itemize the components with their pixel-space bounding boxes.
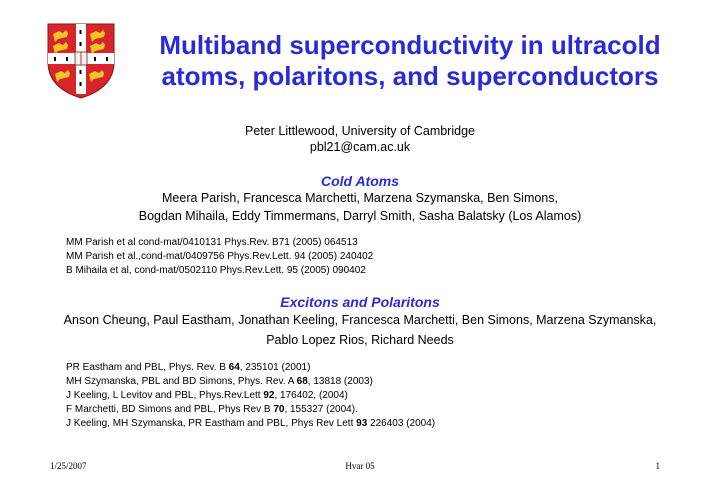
slide-title: Multiband superconductivity in ultracold atoms, polaritons, and superconductors bbox=[159, 30, 661, 91]
cold-atoms-names-line: Bogdan Mihaila, Eddy Timmermans, Darryl Smith, Sasha Balatsky (Los Alamos) bbox=[138, 209, 582, 223]
reference-item: F Marchetti, BD Simons and PBL, Phys Rev B 70, 155327 (2004). bbox=[66, 404, 358, 415]
cold-atoms-names bbox=[0, 189, 720, 225]
excitons-names bbox=[0, 310, 720, 350]
email-address: pbl21@cam.ac.uk bbox=[309, 140, 411, 154]
excitons-references bbox=[66, 361, 435, 431]
excitons-heading: Excitons and Polaritons bbox=[280, 294, 440, 310]
footer-date: 1/25/2007 bbox=[50, 461, 87, 471]
reference-item: MH Szymanska, PBL and BD Simons, Phys. Rev. A 68, 13818 (2003) bbox=[66, 376, 373, 387]
cold-atoms-heading: Cold Atoms bbox=[320, 173, 400, 189]
cambridge-crest-icon bbox=[46, 22, 116, 100]
footer-event: Hvar 05 bbox=[345, 461, 375, 471]
page-number: 1 bbox=[655, 461, 660, 471]
excitons-names-line: Pablo Lopez Rios, Richard Needs bbox=[266, 333, 454, 347]
cold-atoms-references bbox=[66, 236, 373, 278]
author-line: Peter Littlewood, University of Cambridge bbox=[245, 124, 475, 138]
reference-item: J Keeling, MH Szymanska, PR Eastham and PBL, Phys Rev Lett 93 226403 (2004) bbox=[66, 418, 436, 429]
reference-item: B Mihaila et al, cond-mat/0502110 Phys.Rev.Lett. 95 (2005) 090402 bbox=[66, 265, 366, 276]
cold-atoms-names-line: Meera Parish, Francesca Marchetti, Marzena Szymanska, Ben Simons, bbox=[162, 191, 558, 205]
reference-item: MM Parish et al cond-mat/0410131 Phys.Rev. B71 (2005) 064513 bbox=[66, 237, 358, 248]
reference-item: MM Parish et al.,cond-mat/0409756 Phys.Rev.Lett. 94 (2005) 240402 bbox=[66, 251, 374, 262]
excitons-names-line: Anson Cheung, Paul Eastham, Jonathan Keeling, Francesca Marchetti, Ben Simons, Marzena Szymanska, bbox=[63, 313, 657, 327]
reference-item: J Keeling, L Levitov and PBL, Phys.Rev.Lett 92, 176402, (2004) bbox=[66, 390, 348, 401]
reference-item: PR Eastham and PBL, Phys. Rev. B 64, 235101 (2001) bbox=[66, 362, 311, 373]
